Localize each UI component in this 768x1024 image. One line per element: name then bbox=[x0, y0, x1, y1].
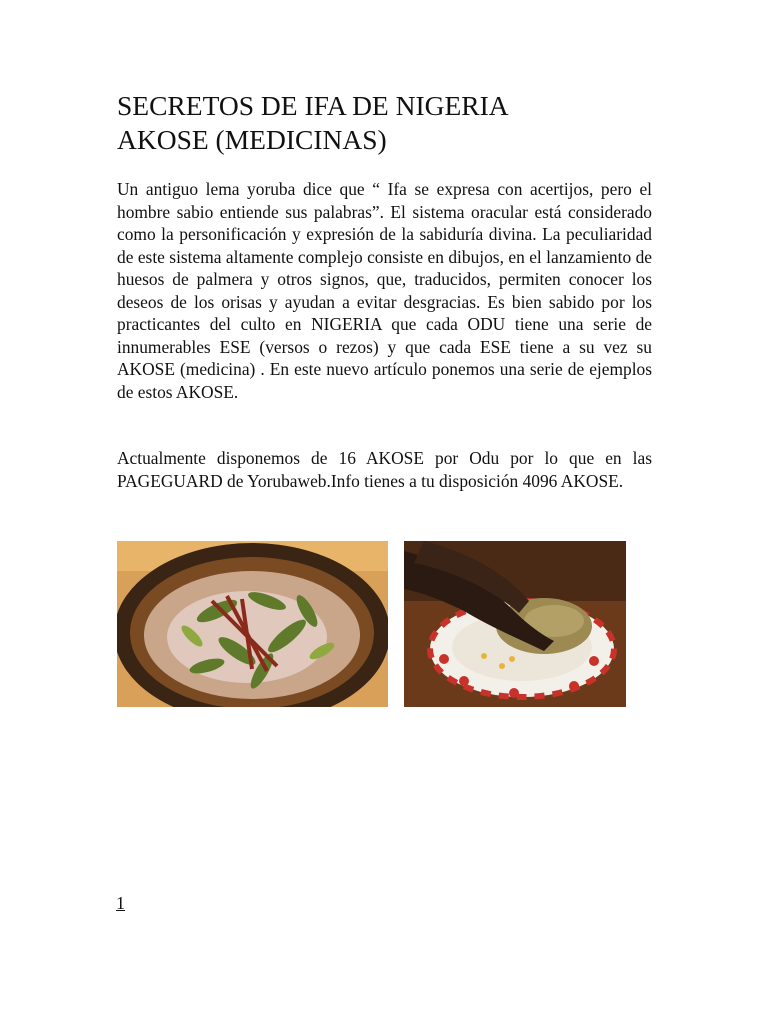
page-number: 1 bbox=[116, 893, 125, 913]
hand-plate-photo bbox=[404, 541, 626, 707]
document-title bbox=[117, 89, 657, 157]
photo-row bbox=[117, 541, 629, 709]
herb-bowl-photo bbox=[117, 541, 388, 707]
title-line-2: AKOSE (MEDICINAS) bbox=[117, 124, 387, 155]
body-paragraph-1: Un antiguo lema yoruba dice que “ Ifa se expresa con acertijos, pero el hombre sabio entiende sus palabras”. El sistema oracular está considerado como la personificación y expresión de la sabiduría divina. La peculiaridad de este sistema altamente complejo consiste en dibujos, en el lanzamiento de huesos de palmera y otros signos, que, traducidos, permiten conocer los deseos de los orisas y ayudan a evitar desgracias. Es bien sabido por los practicantes del culto en NIGERIA que cada ODU tiene una serie de innumerables ESE (versos o rezos) y que cada ESE tiene a su vez su AKOSE (medicina) . En este nuevo artículo ponemos una serie de ejemplos de estos AKOSE. bbox=[117, 179, 652, 402]
title-line-1: SECRETOS DE IFA DE NIGERIA bbox=[117, 90, 509, 121]
body-paragraph-2: Actualmente disponemos de 16 AKOSE por Odu por lo que en las PAGEGUARD de Yorubaweb.Info tienes a tu disposición 4096 AKOSE. bbox=[117, 448, 652, 491]
